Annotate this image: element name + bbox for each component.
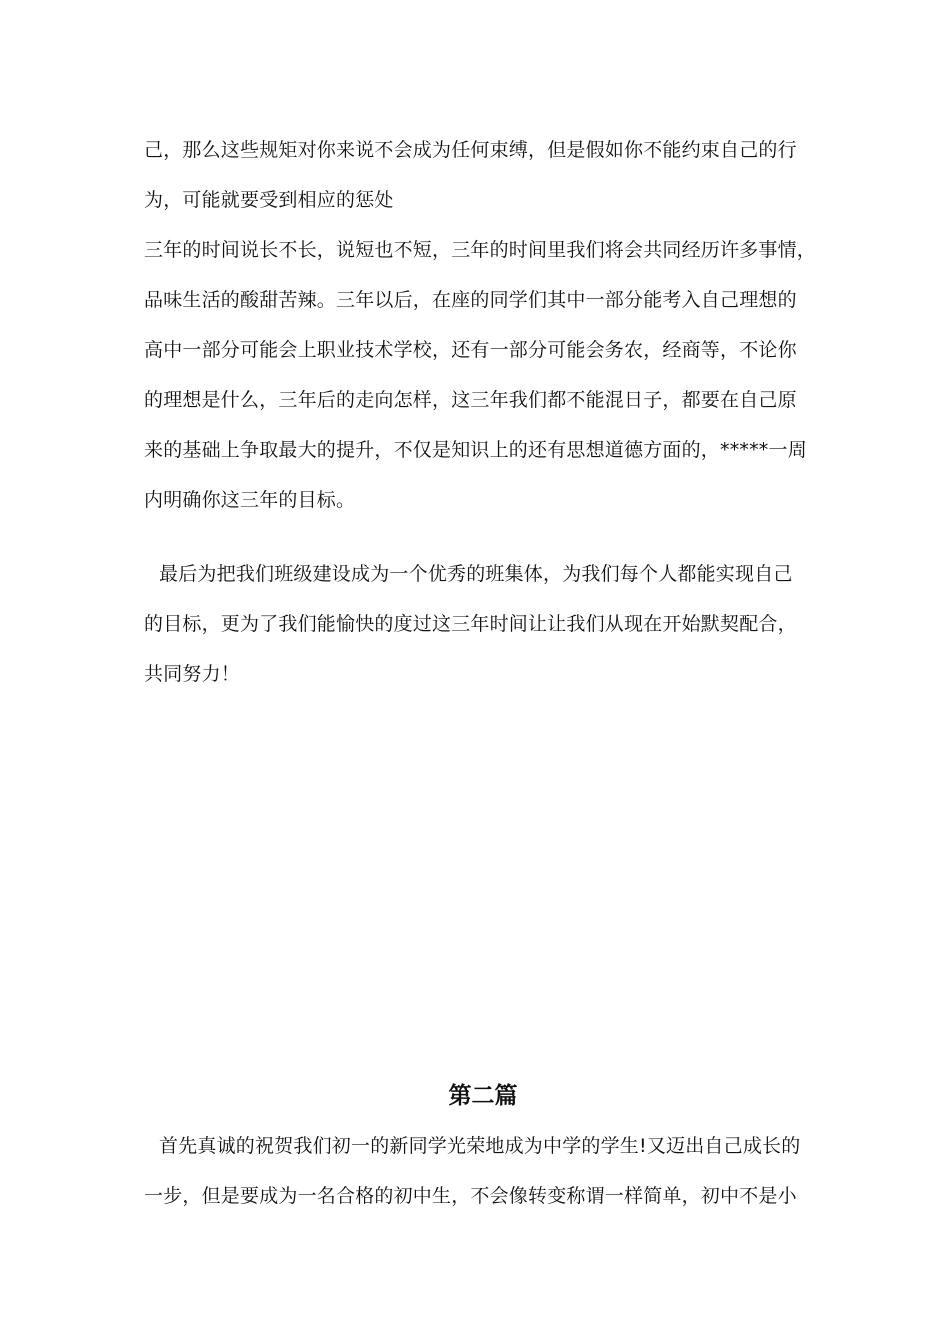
closing-paragraph-line: 的目标，更为了我们能愉快的度过这三年时间让让我们从现在开始默契配合，	[144, 613, 797, 635]
section-paragraph-line: 一步，但是要成为一名合格的初中生，不会像转变称谓一样简单，初中不是小	[144, 1185, 797, 1207]
paragraph-line: 高中一部分可能会上职业技术学校，还有一部分可能会务农，经商等，不论你	[144, 339, 797, 361]
section-heading: 第二篇	[448, 1083, 518, 1109]
paragraph-line: 己，那么这些规矩对你来说不会成为任何束缚，但是假如你不能约束自己的行	[144, 139, 797, 161]
paragraph-line: 三年的时间说长不长，说短也不短，三年的时间里我们将会共同经历许多事情，	[144, 239, 817, 261]
closing-paragraph-line: 共同努力！	[144, 663, 241, 685]
paragraph-line: 来的基础上争取最大的提升，不仅是知识上的还有思想道德方面的，*****一周	[144, 439, 807, 461]
paragraph-line: 为，可能就要受到相应的惩处	[144, 189, 394, 211]
paragraph-line: 内明确你这三年的目标。	[144, 489, 356, 511]
paragraph-line: 的理想是什么，三年后的走向怎样，这三年我们都不能混日子，都要在自己原	[144, 389, 797, 411]
section-paragraph-line: 首先真诚的祝贺我们初一的新同学光荣地成为中学的学生!又迈出自己成长的	[159, 1135, 801, 1157]
paragraph-line: 品味生活的酸甜苦辣。三年以后，在座的同学们其中一部分能考入自己理想的	[144, 289, 797, 311]
closing-paragraph-line: 最后为把我们班级建设成为一个优秀的班集体，为我们每个人都能实现自己	[159, 563, 793, 585]
